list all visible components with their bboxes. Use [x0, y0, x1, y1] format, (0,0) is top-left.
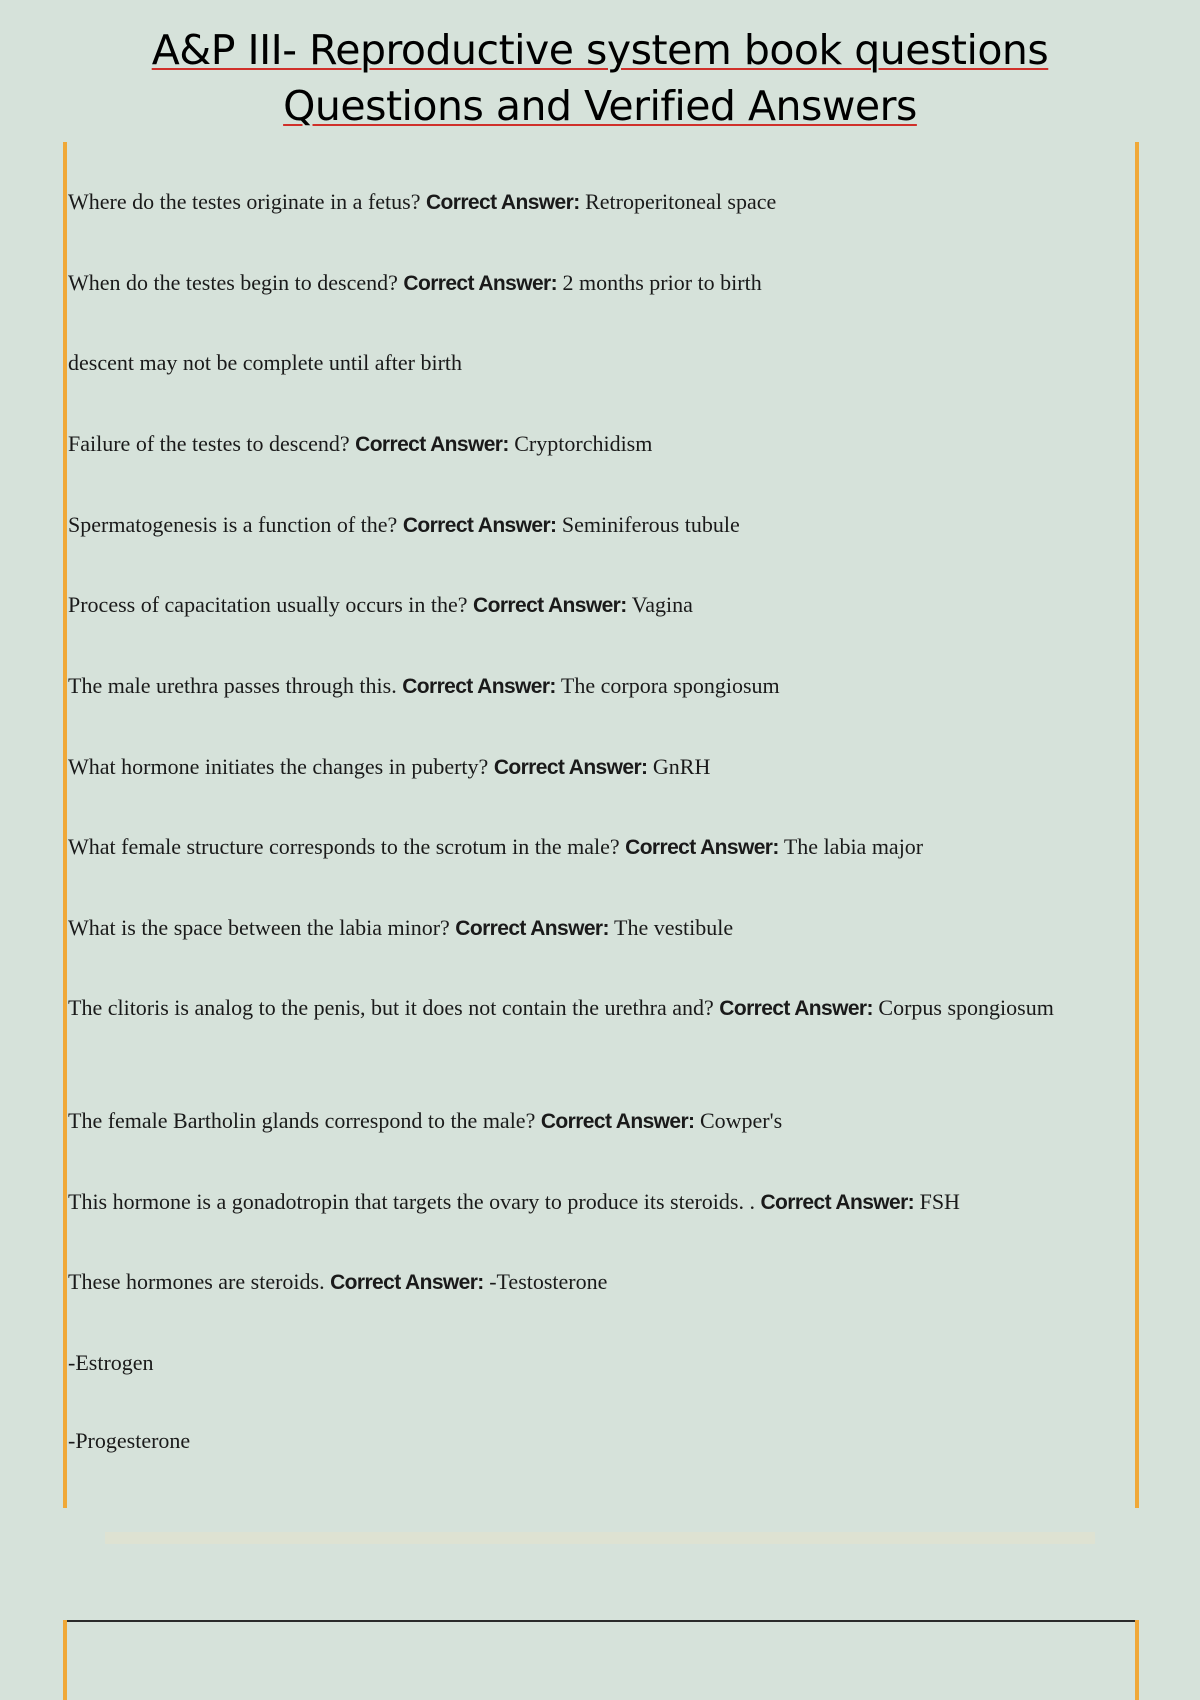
continuation-text: -Estrogen — [68, 1350, 154, 1375]
qa-item — [68, 589, 1128, 622]
qa-item — [68, 267, 1128, 300]
answer-text: The vestibule — [614, 915, 734, 940]
question-text: This hormone is a gonadotropin that targets the ovary to produce its steroids. . — [68, 1189, 755, 1214]
qa-item — [68, 751, 1128, 784]
next-page-left-rule — [63, 1620, 67, 1700]
qa-continuation — [68, 1347, 1128, 1379]
continuation-text: -Progesterone — [68, 1428, 191, 1453]
answer-label: Correct Answer: — [719, 997, 873, 1020]
qa-item — [68, 1266, 1128, 1299]
qa-item — [68, 186, 1128, 219]
qa-item — [68, 831, 1128, 864]
answer-text: FSH — [919, 1189, 960, 1214]
faint-divider-band — [105, 1532, 1095, 1544]
answer-text: Cowper's — [699, 1108, 783, 1133]
question-text: Spermatogenesis is a function of the? — [68, 512, 398, 537]
answer-text: The corpora spongiosum — [560, 673, 780, 698]
question-text: The male urethra passes through this. — [68, 673, 397, 698]
answer-label: Correct Answer: — [402, 675, 556, 698]
next-page-top-rule — [64, 1620, 1139, 1622]
question-text: Process of capacitation usually occurs in the? — [68, 592, 468, 617]
answer-label: Correct Answer: — [625, 836, 779, 859]
question-text: Where do the testes originate in a fetus? — [68, 189, 421, 214]
right-border-rule — [1135, 142, 1139, 1508]
answer-label: Correct Answer: — [493, 756, 648, 779]
answer-text: Seminiferous tubule — [561, 512, 740, 537]
answer-label: Correct Answer: — [473, 594, 627, 617]
answer-text: Cryptorchidism — [514, 431, 653, 456]
qa-item — [68, 428, 1128, 461]
next-page-right-rule — [1135, 1620, 1139, 1700]
question-text: Failure of the testes to descend? — [68, 431, 350, 456]
qa-continuation — [68, 1425, 1128, 1457]
answer-label: Correct Answer: — [425, 191, 580, 214]
left-border-rule — [63, 142, 67, 1508]
answer-text: Retroperitoneal space — [585, 189, 777, 214]
answer-text: The labia major — [783, 834, 924, 859]
qa-item — [68, 1105, 1128, 1138]
answer-text: Corpus spongiosum — [878, 995, 1054, 1020]
question-text: What female structure corresponds to the scrotum in the male? — [68, 834, 620, 859]
answer-text: Vagina — [631, 592, 693, 617]
question-text: The female Bartholin glands correspond to the male? — [68, 1108, 536, 1133]
answer-label: Correct Answer: — [355, 433, 509, 456]
document-title — [0, 22, 1200, 134]
continuation-text: descent may not be complete until after birth — [68, 350, 463, 375]
qa-item — [68, 509, 1128, 542]
question-text: The clitoris is analog to the penis, but it does not contain the urethra and? — [68, 995, 714, 1020]
title-line-2: Questions and Verified Answers — [283, 82, 917, 130]
answer-text: 2 months prior to birth — [562, 270, 762, 295]
qa-item — [68, 1186, 1128, 1219]
answer-label: Correct Answer: — [540, 1110, 695, 1133]
question-text: These hormones are steroids. — [68, 1269, 325, 1294]
question-text: When do the testes begin to descend? — [68, 270, 398, 295]
qa-item — [68, 670, 1128, 703]
qa-item — [68, 992, 1128, 1025]
answer-label: Correct Answer: — [330, 1271, 484, 1294]
answer-label: Correct Answer: — [760, 1191, 915, 1214]
question-text: What is the space between the labia minor? — [68, 915, 450, 940]
qa-item — [68, 912, 1128, 945]
answer-text: GnRH — [652, 754, 711, 779]
answer-label: Correct Answer: — [455, 917, 609, 940]
answer-label: Correct Answer: — [402, 514, 557, 537]
title-line-1: A&P III- Reproductive system book questions — [151, 26, 1049, 74]
answer-text: -Testosterone — [489, 1269, 608, 1294]
answer-label: Correct Answer: — [403, 272, 558, 295]
question-text: What hormone initiates the changes in puberty? — [68, 754, 489, 779]
qa-continuation — [68, 347, 1128, 379]
